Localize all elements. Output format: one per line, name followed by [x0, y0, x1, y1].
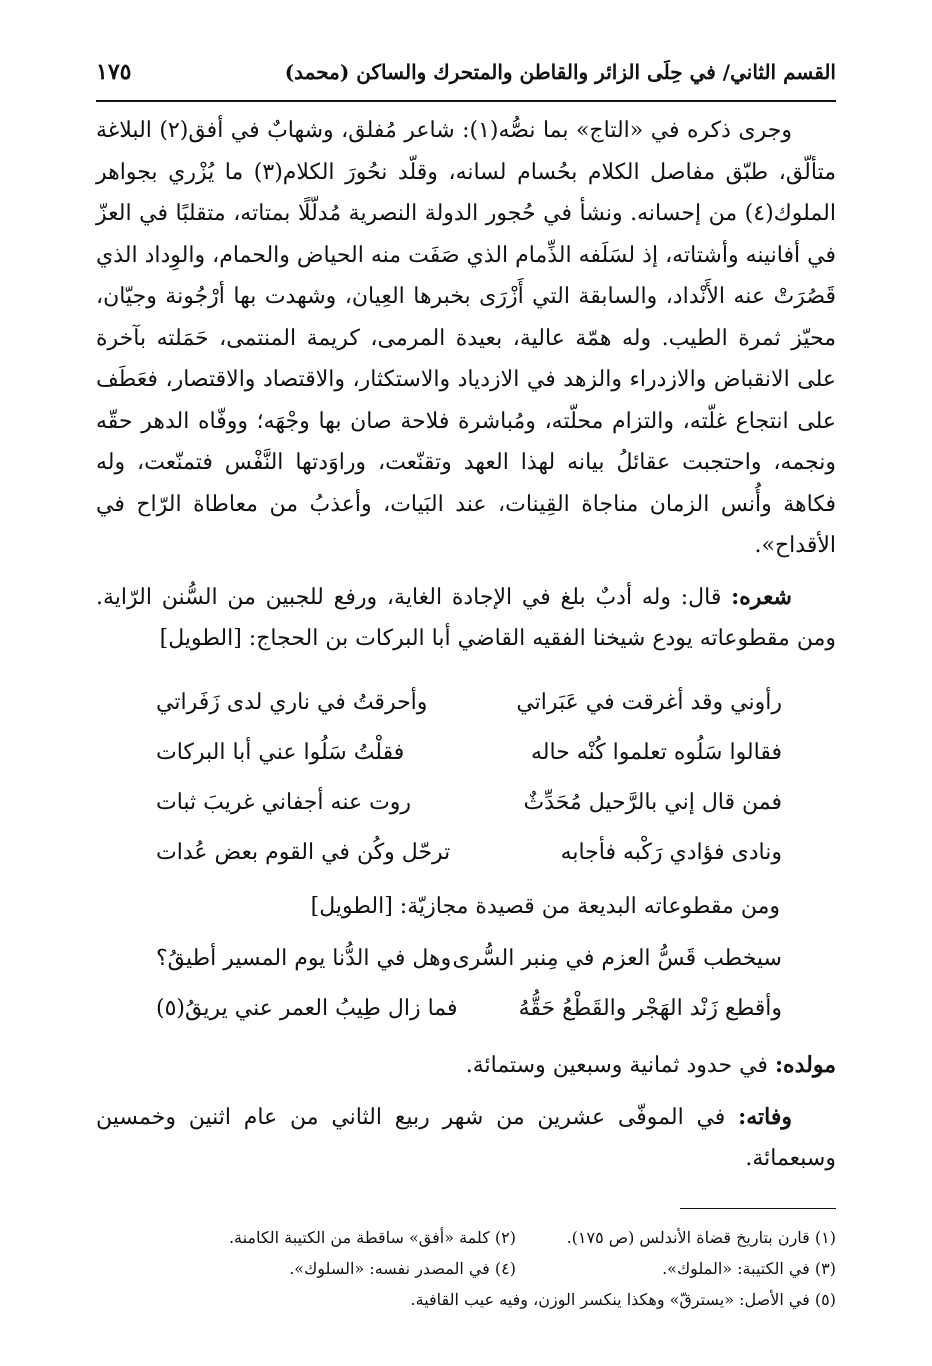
verse-first-hemistich: فقالوا سَلُوه تعلموا كُنْه حاله	[530, 739, 782, 765]
verse-second-hemistich: فقلْتُ سَلُوا عني أبا البركات	[156, 739, 405, 765]
footnote-row	[96, 1253, 836, 1284]
poetry-intro-text: قال: وله أدبٌ بلغ في الإجادة الغاية، ورفع للجبين من السُّنن الرّاية. ومن مقطوعاته يودع شيخنا الفقيه القاضي أبا البركات بن الحجاج: [الطويل]	[96, 584, 836, 651]
biography-paragraph: وجرى ذكره في «التاج» بما نصُّه(١): شاعر مُفلق، وشهابٌ في أفق(٢) البلاغة متألّق، طبّق مفاصل الكلام بحُسام لسانه، وقلّد نحُورَ الكلام(٣) ما يُزْري بجواهر الملوك(٤) من إحسانه. ونشأ في حُجور الدولة النصرية مُدلّلًا بمتاته، متقلبًا في العزّ في أفانينه وأشتاته، إذ لسَلَفه الذِّمام الذي صَفَت منه الحياض والحمام، والوِداد الذي قَصُرَتْ عنه الأَنْداد، والسابقة التي أَزْرَى بخبرها العِيان، وشهدت بها أرْجُونة وجيّان، محيّز ثمرة الطيب. وله همّة عالية، بعيدة المرمى، كريمة المنتمى، حَمَلته بآخرة على الانقباض والازدراء والزهد في الازدياد والاستكثار، والاقتصاد والاقتصار، فعَطَف على انتجاع غلّته، والتزام محلّته، ومُباشرة فلاحة صان بها وجْهَه؛ ووفّاه الدهر حقّه ونجمه، واحتجبت عقائلُ بيانه لهذا العهد وتقنّعت، وراوَدتها النَّفْس فتمنّعت، وله فكاهة وأُنس الزمان مناجاة القِينات، عند البَيات، وأعذبُ من معاطاة الرّاح في الأقداح».	[96, 118, 837, 558]
verse-line	[96, 934, 836, 984]
footnote-3: (٣) في الكتيبة: «الملوك».	[662, 1259, 836, 1278]
footnote-2: (٢) كلمة «أفق» ساقطة من الكتيبة الكامنة.	[228, 1228, 516, 1247]
footnote-rule	[680, 1208, 836, 1209]
section-label-shiruhu: شعره:	[731, 583, 792, 610]
footnotes	[96, 1222, 836, 1315]
poem-metaphorical	[96, 934, 836, 1034]
page-number: ١٧٥	[96, 59, 132, 85]
verse-second-hemistich: ترحّل وكُن في القوم بعض عُدات	[156, 839, 451, 865]
footnote-row	[96, 1222, 836, 1253]
verse-second-hemistich: روت عنه أجفاني غريبَ ثبات	[156, 789, 412, 815]
verse-first-hemistich: سيخطب قَسُّ العزم في مِنبر السُّرى	[452, 945, 782, 971]
poem2-intro: ومن مقطوعاته البديعة من قصيدة مجازيّة: [الطويل]	[310, 893, 780, 919]
birth-label: مولده:	[774, 1051, 836, 1078]
footnote-row	[96, 1284, 836, 1315]
poetry-intro-paragraph	[96, 577, 836, 660]
header-title: القسم الثاني/ في حِلَى الزائر والقاطن والمتحرك والساكن (محمد)	[284, 60, 836, 84]
verse-first-hemistich: رأوني وقد أغرقت في عَبَراتي	[516, 689, 782, 715]
verse-second-hemistich: وهل في الدُّنا يوم المسير أطيقُ؟	[156, 945, 452, 971]
verse-first-hemistich: فمن قال إني بالرَّحيل مُحَدِّثٌ	[523, 789, 782, 815]
verse-line	[96, 678, 836, 728]
poem-farewell	[96, 678, 836, 878]
verse-second-hemistich: وأحرقتُ في ناري لدى زَفَراتي	[156, 689, 428, 715]
verse-first-hemistich: وأقطع زَنْد الهَجْر والقَطْعُ حَقُّهُ	[518, 995, 782, 1021]
verse-line	[96, 728, 836, 778]
footnote-1: (١) قارن بتاريخ قضاة الأندلس (ص ١٧٥).	[566, 1228, 836, 1247]
verse-line	[96, 828, 836, 878]
birth-line	[96, 1042, 836, 1089]
death-label: وفاته:	[738, 1103, 792, 1130]
verse-first-hemistich: ونادى فؤادي رَكْبه فأجابه	[560, 839, 782, 865]
birth-text: في حدود ثمانية وسبعين وستمائة.	[465, 1052, 768, 1078]
main-text	[96, 110, 836, 1180]
header-rule	[96, 100, 836, 102]
verse-second-hemistich: فما زال طِيبُ العمر عني يريقُ(٥)	[156, 995, 458, 1021]
verse-line	[96, 984, 836, 1034]
footnote-4: (٤) في المصدر نفسه: «السلوك».	[289, 1259, 516, 1278]
death-paragraph	[96, 1097, 836, 1180]
running-header	[96, 52, 836, 92]
footnote-5: (٥) في الأصل: «يسترقّ» وهكذا ينكسر الوزن، وفيه عيب القافية.	[410, 1290, 836, 1309]
verse-line	[96, 778, 836, 828]
death-text: في الموفّى عشرين من شهر ربيع الثاني من عام اثنين وخمسين وسبعمائة.	[96, 1104, 836, 1171]
